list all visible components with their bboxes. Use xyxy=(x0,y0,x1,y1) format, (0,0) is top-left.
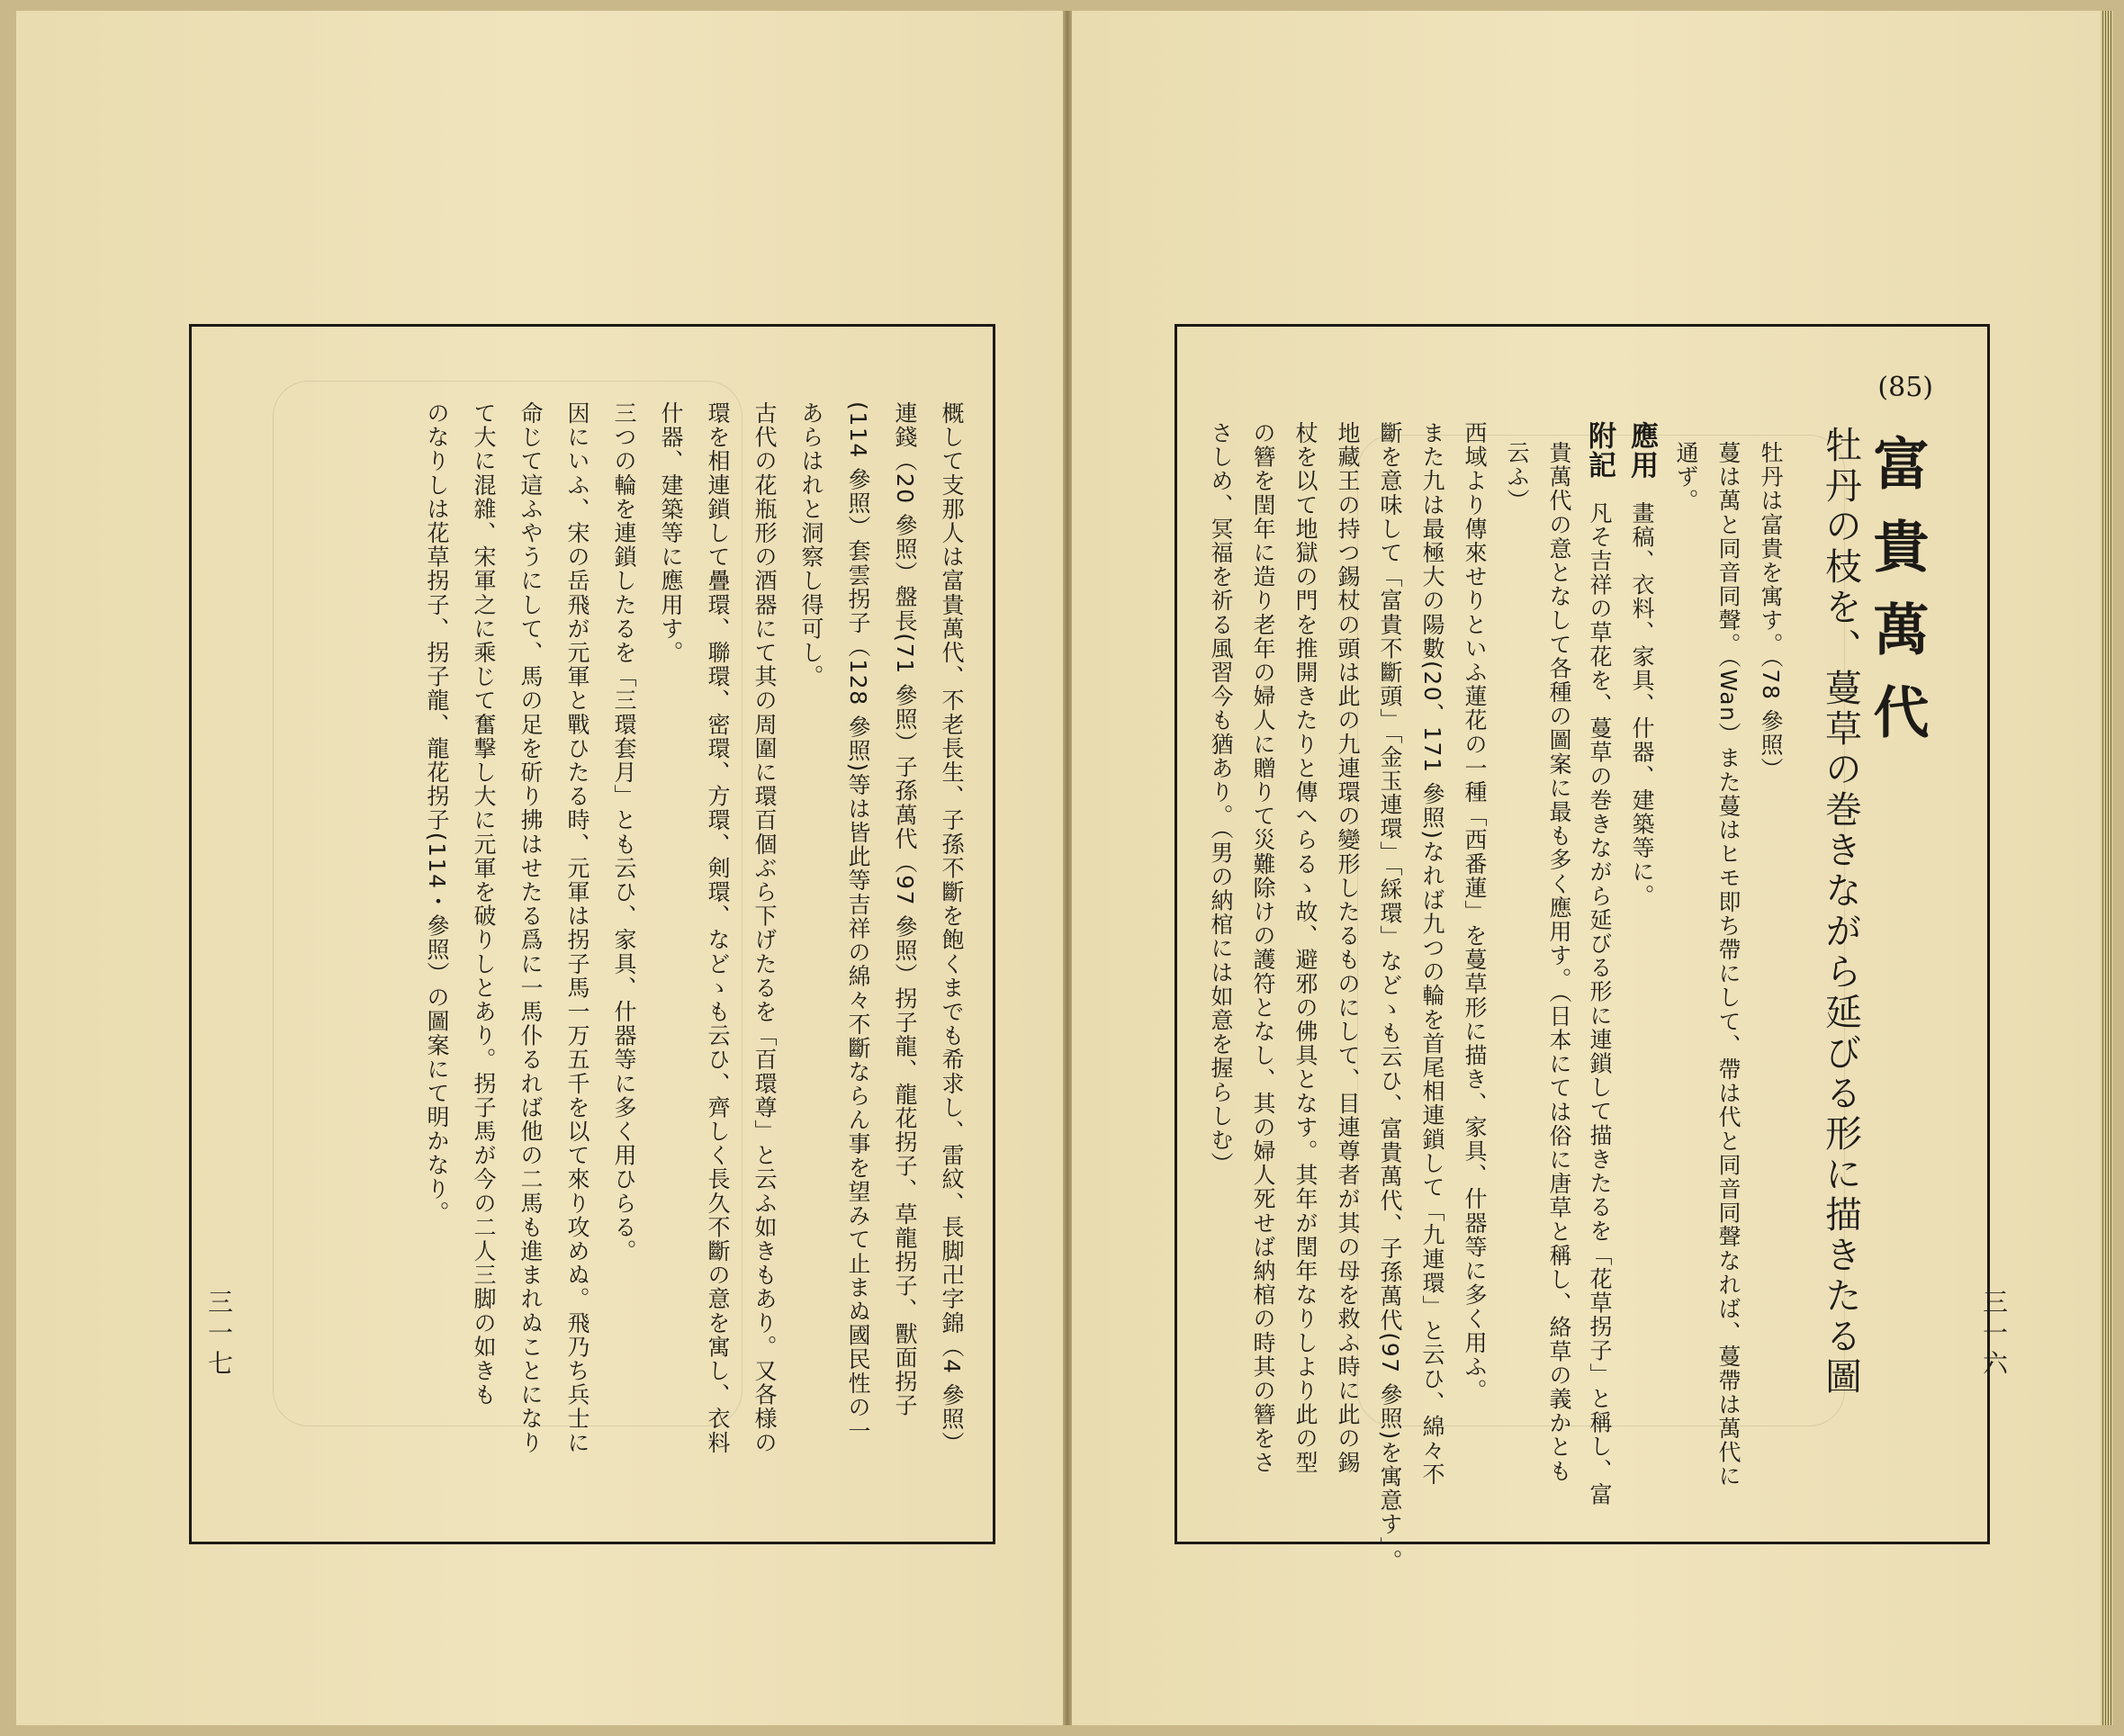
right-col-13: さしめ、冥福を祈る風習今も猶あり。（男の納棺には如意を握らしむ） xyxy=(1208,421,1234,1176)
left-col-3: (114 參照）套雲拐子（128 參照)等は皆此等吉祥の綿々不斷ならん事を望みて止まぬ國民性の一 xyxy=(845,401,871,1444)
left-col-6: 環を相連鎖して疊環、聯環、密環、方環、剣環、などゝも云ひ、齊しく長久不斷の意を寓し、衣料 xyxy=(705,401,731,1455)
plate-caption: 牡丹の枝を、蔓草の巻きながら延びる形に描きたる圖 xyxy=(1819,426,1862,1398)
left-col-12: のなりしは花草拐子、拐子龍、龍花拐子(114・參照）の圖案にて明かなり。 xyxy=(424,401,450,1226)
left-col-4: あらはれと洞察し得可し。 xyxy=(798,401,824,689)
right-col-3: 通ず。 xyxy=(1673,441,1699,513)
left-col-8: 三つの輪を連鎖したるを「三環套月」とも云ひ、家具、什器等に多く用ひらる。 xyxy=(611,401,637,1264)
left-col-11: て大に混雜、宋軍之に乘じて奮撃し大に元軍を破りしとあり。拐子馬が今の二人三脚の如きも xyxy=(471,401,497,1408)
note-label: 附記 xyxy=(1583,421,1616,481)
right-col-6: 云ふ） xyxy=(1504,441,1530,513)
right-page-number: 三一六 xyxy=(1979,1289,2009,1381)
plate-number: (85) xyxy=(1877,372,1933,403)
applied-entry xyxy=(1625,421,1658,908)
page-edges-right xyxy=(2101,11,2113,1725)
right-col-7: 西域より傳來せりといふ蓮花の一種「西番蓮」を蔓草形に描き、家具、什器等に多く用ふ。 xyxy=(1462,421,1488,1403)
right-col-5: 貴萬代の意となして各種の圖案に最も多く應用す。（日本にては俗に唐草と稱し、絡草の義かとも xyxy=(1546,441,1572,1483)
applied-text: 畫稿、衣料、家具、什器、建築等に。 xyxy=(1629,500,1655,908)
book-gutter xyxy=(1063,11,1072,1725)
page-title: 富貴萬代 xyxy=(1864,435,1930,766)
open-book xyxy=(16,11,2113,1725)
right-col-4: 凡そ吉祥の草花を、蔓草の巻きながら延びる形に連鎖して描きたるを「花草拐子」と稱し、富 xyxy=(1587,500,1613,1507)
left-col-2: 連錢（20 參照）盤長(71 參照）子孫萬代（97 參照）拐子龍、龍花拐子、草龍拐子、獸面拐子 xyxy=(892,401,918,1418)
note-entry xyxy=(1583,421,1616,1507)
left-col-5: 古代の花瓶形の酒器にて其の周圍に環百個ぶら下げたるを「百環尊」と云ふ如きもあり。又各様の xyxy=(752,401,778,1455)
left-col-10: 命じて這ふやうにして、馬の足を斫り拂はせたる爲に一馬仆るれば他の二馬も進まれぬことになり xyxy=(518,401,544,1455)
left-col-7: 什器、建築等に應用す。 xyxy=(658,401,684,665)
right-col-10: 地藏王の持つ錫杖の頭は此の九連環の變形したるものにして、目連尊者が其の母を救ふ時に此の錫 xyxy=(1335,421,1361,1475)
right-col-2: 蔓は萬と同音同聲。（Wan）また蔓はヒモ即ち帶にして、帶は代と同音同聲なれば、蔓帶は萬代に xyxy=(1715,441,1742,1489)
left-col-9: 因にいふ、宋の岳飛が元軍と戰ひたる時、元軍は拐子馬一万五千を以て來り攻めぬ。飛乃ち兵士に xyxy=(564,401,590,1455)
left-text-frame xyxy=(189,324,995,1544)
right-col-1: 牡丹は富貴を寓す。（78 參照） xyxy=(1758,441,1784,781)
right-col-12: の簪を閏年に造り老年の婦人に贈りて災難除けの護符となし、其の婦人死せば納棺の時其の簪をさ xyxy=(1250,421,1276,1475)
right-col-9: 斷を意味して「富貴不斷頭」「金玉連環」「綵環」などゝも云ひ、富貴萬代、子孫萬代(97 參照)を寓意す」。 xyxy=(1377,421,1403,1573)
applied-label: 應用 xyxy=(1625,421,1658,481)
right-text-frame xyxy=(1174,324,1990,1573)
right-col-8: また九は最極大の陽數(20、171 參照)なれば九つの輪を首尾相連鎖して「九連環」と云ひ、綿々不 xyxy=(1419,421,1445,1487)
right-col-11: 杖を以て地獄の門を推開きたりと傳へらるゝ故、避邪の佛具となす。其年が閏年なりしより此の型 xyxy=(1292,421,1318,1475)
left-page-number: 三一七 xyxy=(204,1289,234,1381)
left-col-1: 概して支那人は富貴萬代、不老長生、子孫不斷を飽くまでも希求し、雷紋、長脚卍字錦（4 參照） xyxy=(939,401,965,1455)
